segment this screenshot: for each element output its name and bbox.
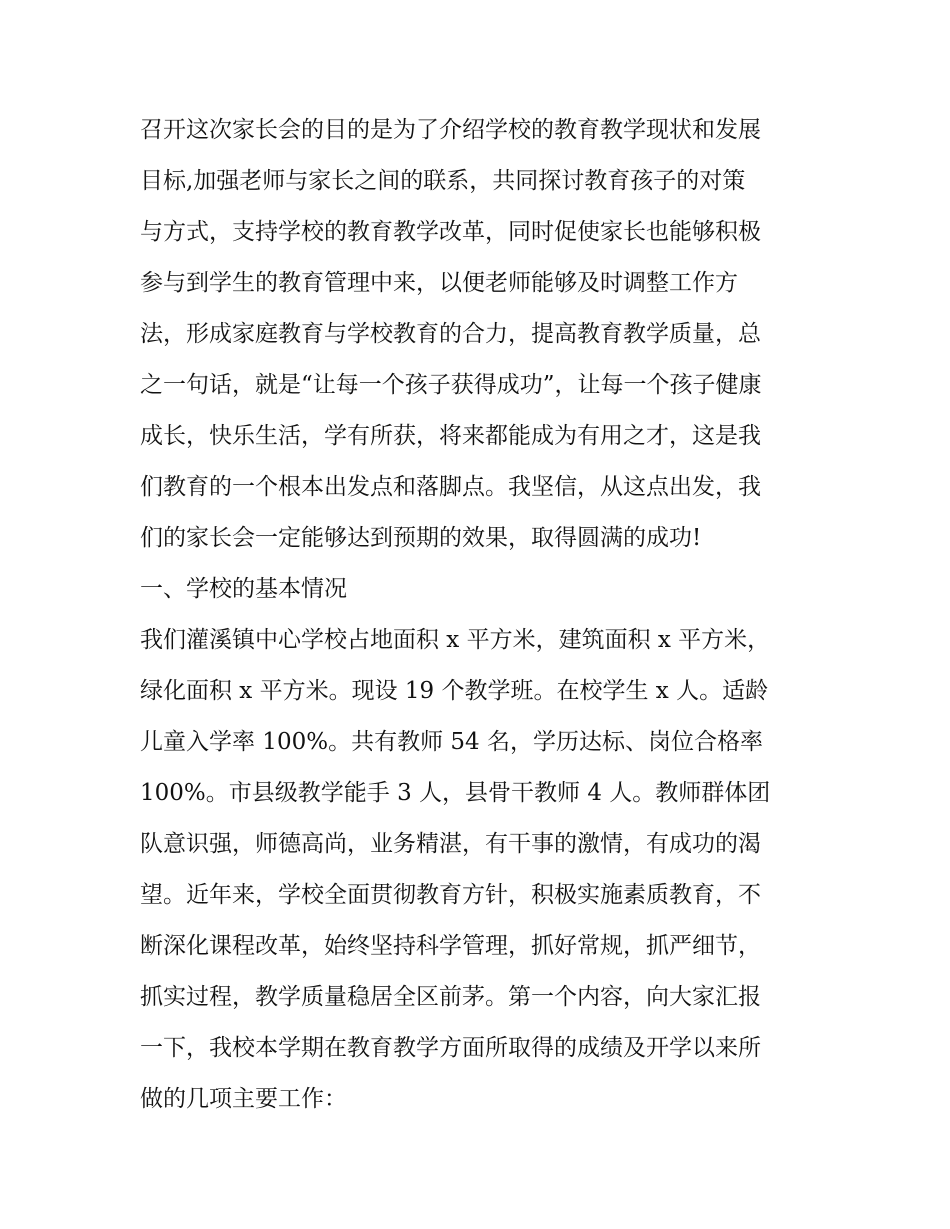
body-line-15: 队意识强，师德高尚，业务精湛，有干事的激情，有成功的渴 (140, 831, 761, 857)
body-line-8: 们教育的一个根本出发点和落脚点。我坚信，从这点出发，我 (140, 474, 761, 500)
body-line-4: 参与到学生的教育管理中来，以便老师能够及时调整工作方 (140, 270, 738, 296)
body-line-5: 法，形成家庭教育与学校教育的合力，提高教育教学质量，总 (140, 321, 761, 347)
body-line-18: 抓实过程，教学质量稳居全区前茅。第一个内容，向大家汇报 (140, 984, 761, 1010)
document-body (140, 105, 820, 1125)
body-line-1: 召开这次家长会的目的是为了介绍学校的教育教学现状和发展 (140, 117, 761, 143)
body-line-9: 们的家长会一定能够达到预期的效果，取得圆满的成功! (140, 525, 702, 551)
body-line-2: 目标,加强老师与家长之间的联系，共同探讨教育孩子的对策 (140, 168, 746, 194)
body-line-11: 我们灌溪镇中心学校占地面积 x 平方米，建筑面积 x 平方米， (140, 627, 771, 653)
body-line-14: 100%。市县级教学能手 3 人，县骨干教师 4 人。教师群体团 (140, 780, 771, 806)
body-line-16: 望。近年来，学校全面贯彻教育方针，积极实施素质教育，不 (140, 882, 761, 908)
body-line-3: 与方式，支持学校的教育教学改革，同时促使家长也能够积极 (140, 219, 761, 245)
section-heading: 一、学校的基本情况 (140, 576, 347, 602)
body-line-12: 绿化面积 x 平方米。现设 19 个教学班。在校学生 x 人。适龄 (140, 678, 769, 704)
body-line-13: 儿童入学率 100%。共有教师 54 名，学历达标、岗位合格率 (140, 729, 763, 755)
body-line-6: 之一句话，就是“让每一个孩子获得成功”，让每一个孩子健康 (140, 372, 762, 398)
body-line-7: 成长，快乐生活，学有所获，将来都能成为有用之才，这是我 (140, 423, 761, 449)
body-line-20: 做的几项主要工作： (140, 1086, 347, 1112)
body-line-17: 断深化课程改革，始终坚持科学管理，抓好常规，抓严细节， (140, 933, 761, 959)
body-line-19: 一下，我校本学期在教育教学方面所取得的成绩及开学以来所 (140, 1035, 761, 1061)
